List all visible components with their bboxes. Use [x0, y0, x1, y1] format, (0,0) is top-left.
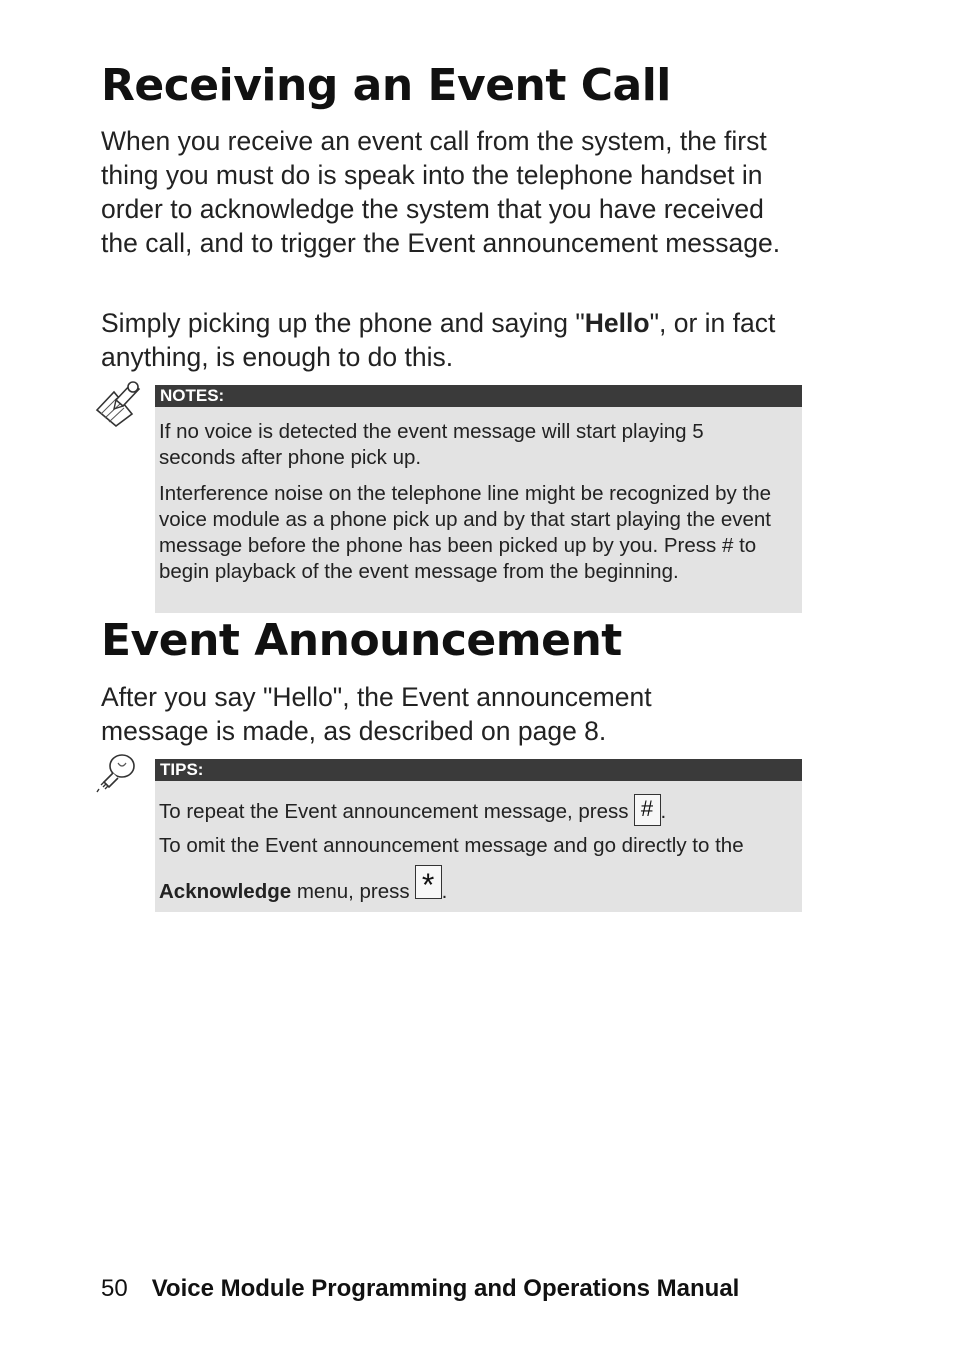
- hash-key: #: [634, 794, 661, 826]
- note-paragraph-2: Interference noise on the telephone line might be recognized by the voice module as a phone pick up and by that start playing the event message before the phone has been picked up by you. Press # to begin playback of the event message from the beginning.: [159, 482, 771, 583]
- tips-header: TIPS:: [155, 759, 802, 781]
- section-title-receiving: Receiving an Event Call: [101, 60, 671, 111]
- note-paragraph-1: If no voice is detected the event message will start playing 5 seconds after phone pick up.: [159, 420, 704, 469]
- tip-1-end: .: [660, 800, 667, 823]
- hello-bold-word: Hello: [584, 308, 650, 338]
- notes-body: [155, 407, 802, 613]
- page-number: 50: [101, 1275, 128, 1302]
- tip-2-text-after: menu, press: [291, 880, 410, 903]
- tip-1-text: To repeat the Event announcement message, press: [159, 800, 629, 823]
- intro-paragraph: When you receive an event call from the system, the first thing you must do is speak into the telephone handset in order to acknowledge the system that you have received the call, and to trigger the Event announcement message.: [101, 126, 781, 258]
- page-footer: [101, 1274, 739, 1304]
- tips-body: [155, 781, 802, 912]
- section-title-event-announcement: Event Announcement: [101, 615, 622, 666]
- announcement-paragraph: After you say "Hello", the Event announcement message is made, as described on page 8.: [101, 682, 652, 746]
- tip-2: [159, 827, 784, 911]
- acknowledge-bold: Acknowledge: [159, 880, 292, 903]
- tip-2-text-before: To omit the Event announcement message and go directly to the: [159, 834, 744, 857]
- hello-paragraph: [101, 306, 801, 374]
- hello-text-after: ", or in fact anything, is enough to do this.: [101, 308, 776, 372]
- manual-title: Voice Module Programming and Operations Manual: [151, 1275, 740, 1302]
- hello-text-before: Simply picking up the phone and saying ": [101, 308, 585, 338]
- star-key: *: [415, 865, 442, 899]
- lightbulb-icon: [96, 751, 142, 793]
- tip-1: [159, 794, 784, 829]
- notepad-pen-icon: [92, 378, 146, 428]
- tip-2-end: .: [441, 880, 448, 903]
- notes-header: NOTES:: [155, 385, 802, 407]
